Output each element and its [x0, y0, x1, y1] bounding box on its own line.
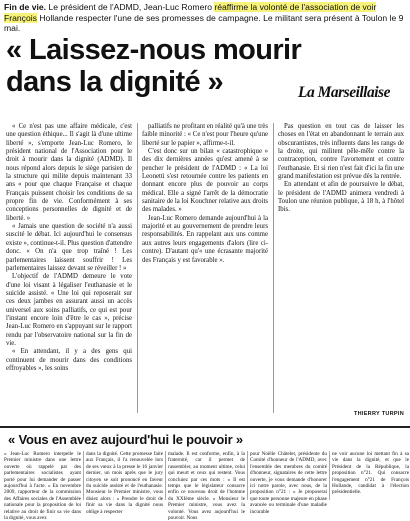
headline-line-2: dans la dignité » — [6, 66, 224, 98]
column-divider — [247, 451, 248, 500]
column-divider — [329, 451, 330, 500]
kicker-highlight: réaffirme la volonté de l'association de voir François — [4, 2, 377, 23]
paragraph: « Ce n'est pas une affaire médicale, c'est une question éthique... Il s'agit là d'une ultime liberté », s'emporte Jean-Luc Romero, le président national de l'Association pour le droit à mourir dans la dignité (ADMD). Il nous répond alors depuis le siège parisien de la structure qui milite depuis maintenant 33 ans « pour que chaque Française et chaque Français puissent choisir les conditions de sa propre fin de vie. Conformément à ses conceptions personnelles de dignité et de liberté. » — [6, 123, 132, 222]
box-column-5: ne voir aucune loi mettant fin à sa vie dans la dignité, et que le Président de la République, la proposition n°21. Qui consacre l'engagement n°21 de François Hollande, candidat à l'élection présidentielle. — [332, 451, 409, 496]
box-column-1: « Jean-Luc Romero interpelle le Premier ministre dans une lettre ouverte où rappelé par des parlementaires socialistes ayant porté pour lui demander de passer aujourd'hui à l'acte. « En novembre 2009, rapporteur de la commission des Affaires sociales de l'Assemblée nationale pour la proposition de loi relative au droit de finir sa vie dans la dignité, vous avez — [4, 451, 81, 521]
column-divider — [137, 123, 138, 413]
column-divider — [165, 451, 166, 500]
paragraph: En attendant et afin de poursuivre le débat, le président de l'ADMD animera vendredi à Toulon une réunion publique, à 18 h, à l'hôtel Ibis. — [278, 181, 404, 214]
newspaper-logo: La Marseillaise — [298, 84, 390, 101]
box-divider — [0, 426, 410, 428]
headline-line-1: « Laissez-nous mourir — [6, 34, 302, 66]
author-signature: THIERRY TURPIN — [353, 411, 404, 417]
box-column-4: pour Noëlle Châtelet, présidente du Comité d'honneur de l'ADMD, avec l'ensemble des membres du comité d'honneur, signataires de cette lettre ouverte, je vous demande d'honorer ici notre parole, avec nous, de la proposition n°21 : « Je proposerai que toute personne majeure en phase avancée ou terminale d'une maladie incurable — [250, 451, 327, 515]
paragraph: C'est donc sur un bilan « catastrophique » des dix dernières années qu'est amené à se pencher le président de l'ADMD : « La loi Leonetti s'est retournée contre les patients en donnant encore plus de pouvoir au corps médical. Elle a signé l'arrêt de la démocratie sanitaire de la loi Kouchner relative aux droits des malades. » — [142, 148, 268, 214]
box-column-2: dans la dignité. Cette promesse faite aux Français, il l'a renouvelée lors de ses vœux à la presse le 16 janvier dernier, un mois après que le jury citoyen se soit prononcé en faveur du suicide assisté et de l'euthanasie. Monsieur le Premier ministre, vous disiez alors : « Prendre le droit de finir sa vie dans la dignité nous oblige à respecter — [86, 451, 163, 515]
paragraph: palliatifs ne profitant en réalité qu'à une très faible minorité : « Ce n'est pour l'heure qu'une liberté sur le papier », affirme-t-il. — [142, 123, 268, 147]
column-divider — [83, 451, 84, 500]
paragraph: L'objectif de l'ADMD demeure le vote d'une loi visant à légaliser l'euthanasie et le suicide assisté. « Une loi qui reposerait sur ces deux jambes en assurant aussi un accès universel aux soins palliatifs, ce qui est pour l'instant encore loin d'être le cas », précise Jean-Luc Romero en s'appuyant sur le rapport rendu par l'observatoire national sur la fin de vie. — [6, 273, 132, 347]
box-body — [4, 451, 409, 521]
kicker-text-a: Le président de l'ADMD, Jean-Luc Romero — [46, 2, 215, 12]
kicker — [4, 2, 406, 34]
paragraph: « En attendant, il y a des gens qui continuent de mourir dans des conditions effroyables », les soins — [6, 348, 132, 372]
paragraph: Jean-Luc Romero demande aujourd'hui à la majorité et au gouvernement de prendre leurs responsabilités. En rappelant aux uns comme aux autres leurs engagements d'alors (lire ci-contre). D'autant qu'« une écrasante majorité des Français y est favorable ». — [142, 214, 268, 264]
article-body — [6, 123, 404, 421]
article-column-2 — [142, 123, 268, 265]
paragraph: Pas question en tout cas de laisser les choses en l'état en abandonnant le terrain aux obscurantistes, très influents dans les rangs de la droite, qui militent pêle-mêle contre la contraception, contre l'avortement et contre l'euthanasie. Et si rien n'est fait d'ici la fin une grand manifestation est prévue dès la rentrée. — [278, 123, 404, 181]
kicker-rubric: Fin de vie. — [4, 2, 47, 12]
box-column-3: malade. Il est conforme, enfin, à la fraternité, car il permet de rassembler, au moment ultime, celui qui meurt et ceux qui restent. Vous concluiez par ces mots : « Il est temps que le législateur consacre enfin ce nouveau droit de l'homme du XXIème siècle. » Monsieur le Premier ministre, vous avez la volonté. Vous avez aujourd'hui le pouvoir. Nous — [168, 451, 245, 521]
box-title: « Vous en avez aujourd'hui le pouvoir » — [8, 432, 243, 447]
article-column-3 — [278, 123, 404, 215]
kicker-text-b: Hollande respecter l'une de ses promesses de campagne. Le militant sera présent à Toulon le 9 mai. — [4, 12, 404, 34]
column-divider — [273, 123, 274, 413]
paragraph: « Jamais une question de société n'a aussi suscité le débat. Ici aujourd'hui le consensus existe », continue-t-il. Plus question d'attendre donc. « On n'a que trop traîné ! Les parlementaires laissent souffrir ! Les parlementaires laissez devant se réveiller ! » — [6, 223, 132, 272]
article-column-1 — [6, 123, 132, 373]
